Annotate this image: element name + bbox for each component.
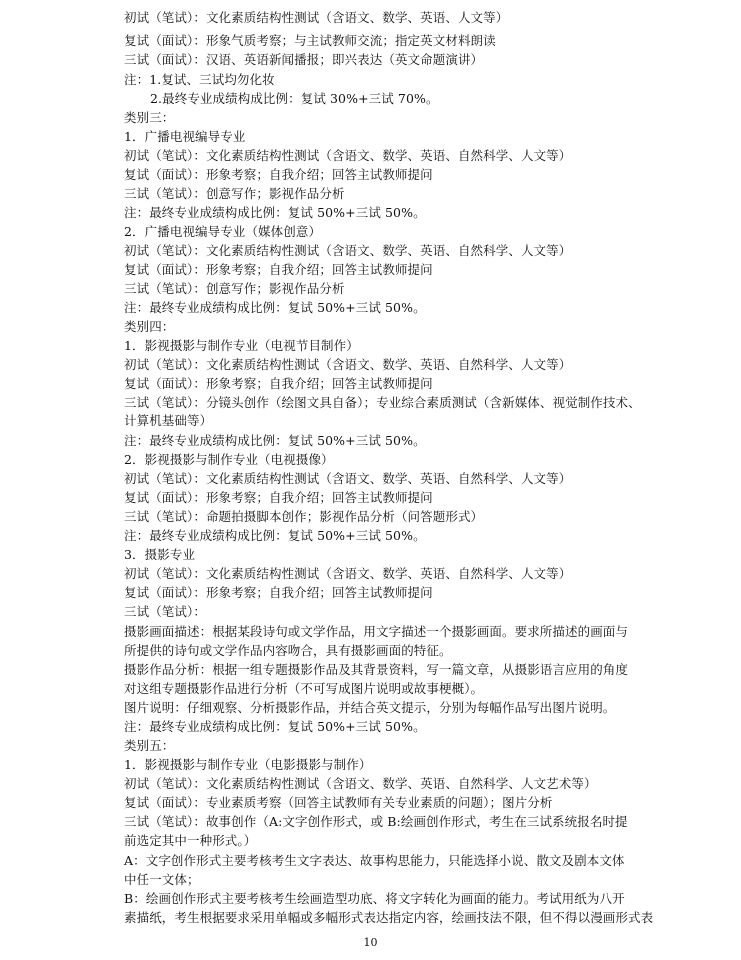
text-line: 复试（面试）：形象考察；自我介绍；回答主试教师提问 — [124, 376, 433, 391]
text-line: 三试（笔试）：创意写作；影视作品分析 — [124, 186, 345, 201]
major-heading: 2．影视摄影与制作专业（电视摄像） — [124, 452, 334, 467]
text-line: 2.最终专业成绩构成比例：复试 30%+三试 70%。 — [150, 91, 439, 106]
text-line: B：绘画创作形式主要考核考生绘画造型功底、将文字转化为画面的能力。考试用纸为八开 — [124, 891, 625, 906]
text-line: 初试（笔试）：文化素质结构性测试（含语文、数学、英语、自然科学、人文等） — [124, 148, 572, 163]
text-line: 对这组专题摄影作品进行分析（不可写成图片说明或故事梗概）。 — [124, 681, 484, 696]
text-line: 初试（笔试）：文化素质结构性测试（含语文、数学、英语、自然科学、人文等） — [124, 243, 572, 258]
text-line: A：文字创作形式主要考核考生文字表达、故事构思能力，只能选择小说、散文及剧本文体 — [124, 853, 625, 868]
text-line: 初试（笔试）：文化素质结构性测试（含语文、数学、英语、自然科学、人文等） — [124, 566, 572, 581]
text-line: 前选定其中一种形式。） — [124, 833, 257, 848]
text-line: 注：最终专业成绩构成比例：复试 50%+三试 50%。 — [124, 528, 426, 543]
text-line: 三试（笔试）：分镜头创作（绘图文具自备）；专业综合素质测试（含新媒体、视觉制作技术、 — [124, 395, 641, 410]
text-line: 素描纸，考生根据要求采用单幅或多幅形式表达指定内容，绘画技法不限，但不得以漫画形式表 — [124, 910, 654, 925]
text-line: 复试（面试）：专业素质考察（回答主试教师有关专业素质的问题）；图片分析 — [124, 795, 553, 810]
major-heading: 1．广播电视编导专业 — [124, 129, 246, 144]
text-line: 摄影画面描述：根据某段诗句或文学作品，用文字描述一个摄影画面。要求所描述的画面与 — [124, 624, 629, 639]
text-line: 注：最终专业成绩构成比例：复试 50%+三试 50%。 — [124, 205, 426, 220]
text-line: 注：1.复试、三试均勿化妆 — [124, 72, 275, 87]
text-line: 三试（笔试）：创意写作；影视作品分析 — [124, 281, 345, 296]
text-line: 复试（面试）：形象考察；自我介绍；回答主试教师提问 — [124, 167, 433, 182]
text-line: 复试（面试）：形象气质考察；与主试教师交流；指定英文材料朗读 — [124, 33, 496, 48]
text-line: 计算机基础等） — [124, 413, 213, 428]
text-line: 摄影作品分析：根据一组专题摄影作品及其背景资料，写一篇文章，从摄影语言应用的角度 — [124, 662, 629, 677]
text-line: 中任一文体； — [124, 872, 200, 887]
text-line: 注：最终专业成绩构成比例：复试 50%+三试 50%。 — [124, 719, 426, 734]
text-line: 复试（面试）：形象考察；自我介绍；回答主试教师提问 — [124, 585, 433, 600]
major-heading: 1．影视摄影与制作专业（电视节目制作） — [124, 338, 359, 353]
text-line: 初试（笔试）：文化素质结构性测试（含语文、数学、英语、人文等） — [124, 10, 509, 25]
text-line: 注：最终专业成绩构成比例：复试 50%+三试 50%。 — [124, 433, 426, 448]
major-heading: 3．摄影专业 — [124, 547, 196, 562]
text-line: 复试（面试）：形象考察；自我介绍；回答主试教师提问 — [124, 490, 433, 505]
text-line: 三试（笔试）：故事创作（A:文字创作形式，或 B:绘画创作形式，考生在三试系统报名时提 — [124, 814, 628, 829]
text-line: 三试（笔试）：命题拍摄脚本创作；影视作品分析（问答题形式） — [124, 509, 484, 524]
text-line: 初试（笔试）：文化素质结构性测试（含语文、数学、英语、自然科学、人文艺术等） — [124, 776, 597, 791]
section-heading: 类别三： — [124, 110, 175, 125]
page-number: 10 — [363, 936, 378, 949]
text-line: 三试（面试）：汉语、英语新闻播报；即兴表达（英文命题演讲） — [124, 52, 484, 67]
text-line: 注：最终专业成绩构成比例：复试 50%+三试 50%。 — [124, 300, 426, 315]
text-line: 所提供的诗句或文学作品内容吻合，具有摄影画面的特征。 — [124, 643, 452, 658]
section-heading: 类别四： — [124, 319, 175, 334]
text-line: 初试（笔试）：文化素质结构性测试（含语文、数学、英语、自然科学、人文等） — [124, 471, 572, 486]
major-heading: 2．广播电视编导专业（媒体创意） — [124, 224, 322, 239]
text-line: 复试（面试）：形象考察；自我介绍；回答主试教师提问 — [124, 262, 433, 277]
major-heading: 1．影视摄影与制作专业（电影摄影与制作） — [124, 757, 372, 772]
text-line: 初试（笔试）：文化素质结构性测试（含语文、数学、英语、自然科学、人文等） — [124, 357, 572, 372]
section-heading: 类别五： — [124, 738, 175, 753]
text-line: 三试（笔试）： — [124, 604, 206, 619]
text-line: 图片说明：仔细观察、分析摄影作品，并结合英文提示，分别为每幅作品写出图片说明。 — [124, 700, 616, 715]
